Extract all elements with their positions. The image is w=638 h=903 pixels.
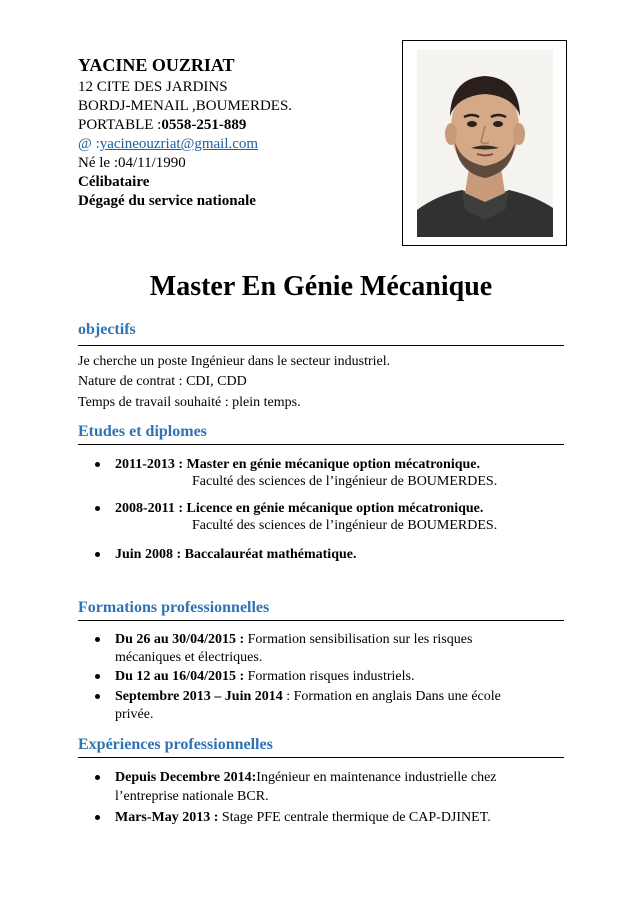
phone-label: PORTABLE :	[78, 117, 162, 133]
experience-continuation: l’entreprise nationale BCR.	[115, 789, 269, 804]
experience-text	[115, 808, 491, 827]
portrait-photo	[417, 50, 553, 237]
bullet-icon	[95, 506, 100, 511]
objective-line: Je cherche un poste Ingénieur dans le secteur industriel.	[78, 354, 391, 369]
birth-date: Né le :04/11/1990	[78, 155, 186, 171]
section-divider	[78, 444, 564, 445]
training-text	[115, 667, 414, 686]
training-continuation: mécaniques et électriques.	[115, 650, 263, 665]
experience-text	[115, 768, 497, 787]
email-link[interactable]: yacineouzriat@gmail.com	[99, 136, 259, 152]
military-service: Dégagé du service nationale	[78, 193, 256, 209]
contact-block	[78, 54, 398, 211]
section-objectifs-heading: objectifs	[78, 321, 136, 338]
photo-frame	[402, 40, 567, 246]
phone-line	[78, 116, 398, 135]
training-date: Du 12 au 16/04/2015 :	[115, 669, 245, 684]
training-continuation: privée.	[115, 707, 154, 722]
experience-desc: Stage PFE centrale thermique de CAP-DJINET.	[218, 810, 491, 825]
section-experiences-heading: Expériences professionnelles	[78, 736, 273, 753]
experience-desc: Ingénieur en maintenance industrielle chez	[256, 770, 497, 785]
bullet-icon	[95, 815, 100, 820]
bullet-icon	[95, 674, 100, 679]
address-line-2: BORDJ-MENAIL ,BOUMERDES.	[78, 98, 293, 114]
training-date: Du 26 au 30/04/2015 :	[115, 632, 245, 647]
bullet-icon	[95, 462, 100, 467]
phone-value: 0558-251-889	[161, 117, 247, 133]
section-divider	[78, 345, 564, 346]
section-divider	[78, 620, 564, 621]
objective-line: Temps de travail souhaité : plein temps.	[78, 395, 301, 410]
experience-date: Mars-May 2013 :	[115, 810, 219, 825]
education-title: Juin 2008 : Baccalauréat mathématique.	[115, 547, 357, 562]
education-detail: Faculté des sciences de l’ingénieur de BOUMERDES.	[192, 518, 498, 533]
bullet-icon	[95, 775, 100, 780]
bullet-icon	[95, 637, 100, 642]
bullet-icon	[95, 694, 100, 699]
email-line	[78, 135, 398, 154]
experience-date: Depuis Decembre 2014:	[115, 770, 257, 785]
email-prefix: @ :	[78, 136, 100, 152]
cv-title: Master En Génie Mécanique	[149, 271, 493, 302]
address-line-1: 12 CITE DES JARDINS	[78, 79, 228, 95]
section-divider	[78, 757, 564, 758]
education-title: 2008-2011 : Licence en génie mécanique option mécatronique.	[115, 501, 484, 516]
marital-status: Célibataire	[78, 174, 150, 190]
candidate-name: YACINE OUZRIAT	[78, 55, 235, 75]
section-etudes-heading: Etudes et diplomes	[78, 423, 207, 440]
training-desc: Formation sensibilisation sur les risques	[244, 632, 473, 647]
training-text	[115, 630, 472, 649]
training-text	[115, 687, 501, 706]
education-detail: Faculté des sciences de l’ingénieur de BOUMERDES.	[192, 474, 498, 489]
education-title: 2011-2013 : Master en génie mécanique option mécatronique.	[115, 457, 481, 472]
objective-line: Nature de contrat : CDI, CDD	[78, 374, 247, 389]
portrait-illustration	[417, 50, 553, 237]
training-date: Septembre 2013 – Juin 2014	[115, 689, 283, 704]
bullet-icon	[95, 552, 100, 557]
section-formations-heading: Formations professionnelles	[78, 599, 270, 616]
training-desc: : Formation en anglais Dans une école	[282, 689, 501, 704]
training-desc: Formation risques industriels.	[244, 669, 415, 684]
